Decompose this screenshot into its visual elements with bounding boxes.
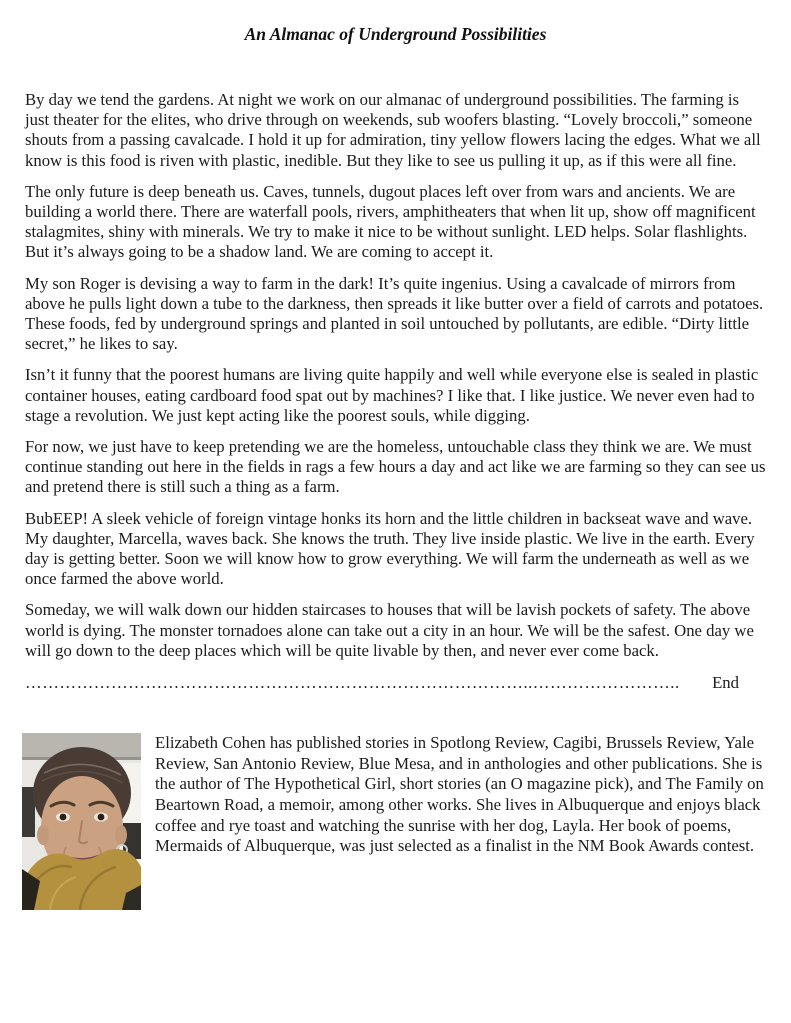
- story-paragraph-7: Someday, we will walk down our hidden staircases to houses that will be lavish pockets of safety. The above world is dying. The monster tornadoes alone can take out a city in an hour. We will be the safest. One day we will go down to the deep places which will be quite livable by then, and never ever come back.: [25, 600, 754, 660]
- story-paragraph-1: By day we tend the gardens. At night we work on our almanac of underground possibilities. The farming is just theater for the elites, who drive through on weekends, sub woofers blasting. “Lovely broccoli,” someone shouts from a passing cavalcade. I hold it up for admiration, tiny yellow flowers lacing the edges. What we all know is this food is riven with plastic, inedible. But they like to see us pulling it up, as if this were all fine.: [25, 90, 761, 170]
- story-title: An Almanac of Underground Possibilities: [244, 24, 547, 44]
- story-paragraph-3: My son Roger is devising a way to farm in the dark! It’s quite ingenius. Using a cavalcade of mirrors from above he pulls light down a tube to the darkness, then spreads it like butter over a field of carrots and potatoes. These foods, fed by underground springs and planted in soil untouched by pollutants, are edible. “Dirty little secret,” he likes to say.: [25, 273, 764, 354]
- author-photo-illustration: [22, 733, 141, 910]
- story-paragraph-5: For now, we just have to keep pretending we are the homeless, untouchable class they think we are. We must continue standing out here in the fields in rags a few hours a day and act like we are farming so they can see us and pretend there is still such a thing as a farm.: [25, 437, 766, 497]
- story-body: [25, 90, 766, 693]
- author-bio-text: Elizabeth Cohen has published stories in Spotlong Review, Cagibi, Brussels Review, Yale Review, San Antonio Review, Blue Mesa, and in anthologies and other publications. She is the author of The Hypothetical Girl, short stories (an O magazine pick), and The Family on Beartown Road, a memoir, among other works. She lives in Albuquerque and enjoys black coffee and rye toast and watching the sunrise with her dog, Layla. Her book of poems, Mermaids of Albuquerque, was just selected as a finalist in the NM Book Awards contest.: [155, 733, 764, 856]
- end-line-dots: ……………………………………………………………………………..……………………..: [25, 673, 680, 693]
- story-paragraph-6: BubEEP! A sleek vehicle of foreign vintage honks its horn and the little children in backseat wave and wave. My daughter, Marcella, waves back. She knows the truth. They live inside plastic. We live in the earth. Every day is getting better. Soon we will know how to grow everything. We will farm the underneath as well as we once farmed the above world.: [25, 508, 755, 589]
- story-paragraph-4: Isn’t it funny that the poorest humans are living quite happily and well while everyone else is sealed in plastic container houses, eating cardboard food spat out by machines? I like that. I like justice. We never even had to stage a revolution. We just kept acting like the poorest souls, while digging.: [25, 365, 759, 425]
- author-photo: [22, 733, 141, 910]
- story-paragraph-2: The only future is deep beneath us. Caves, tunnels, dugout places left over from wars and ancients. We are building a world there. There are waterfall pools, rivers, amphitheaters that when lit up, show off magnificent stalagmites, shiny with minerals. We try to make it nice to be without sunlight. LED helps. Solar flashlights. But it’s always going to be a shadow land. We are coming to accept it.: [25, 181, 756, 262]
- end-line: [25, 673, 766, 693]
- end-line-label: End: [712, 673, 739, 693]
- author-bio-section: [22, 733, 766, 910]
